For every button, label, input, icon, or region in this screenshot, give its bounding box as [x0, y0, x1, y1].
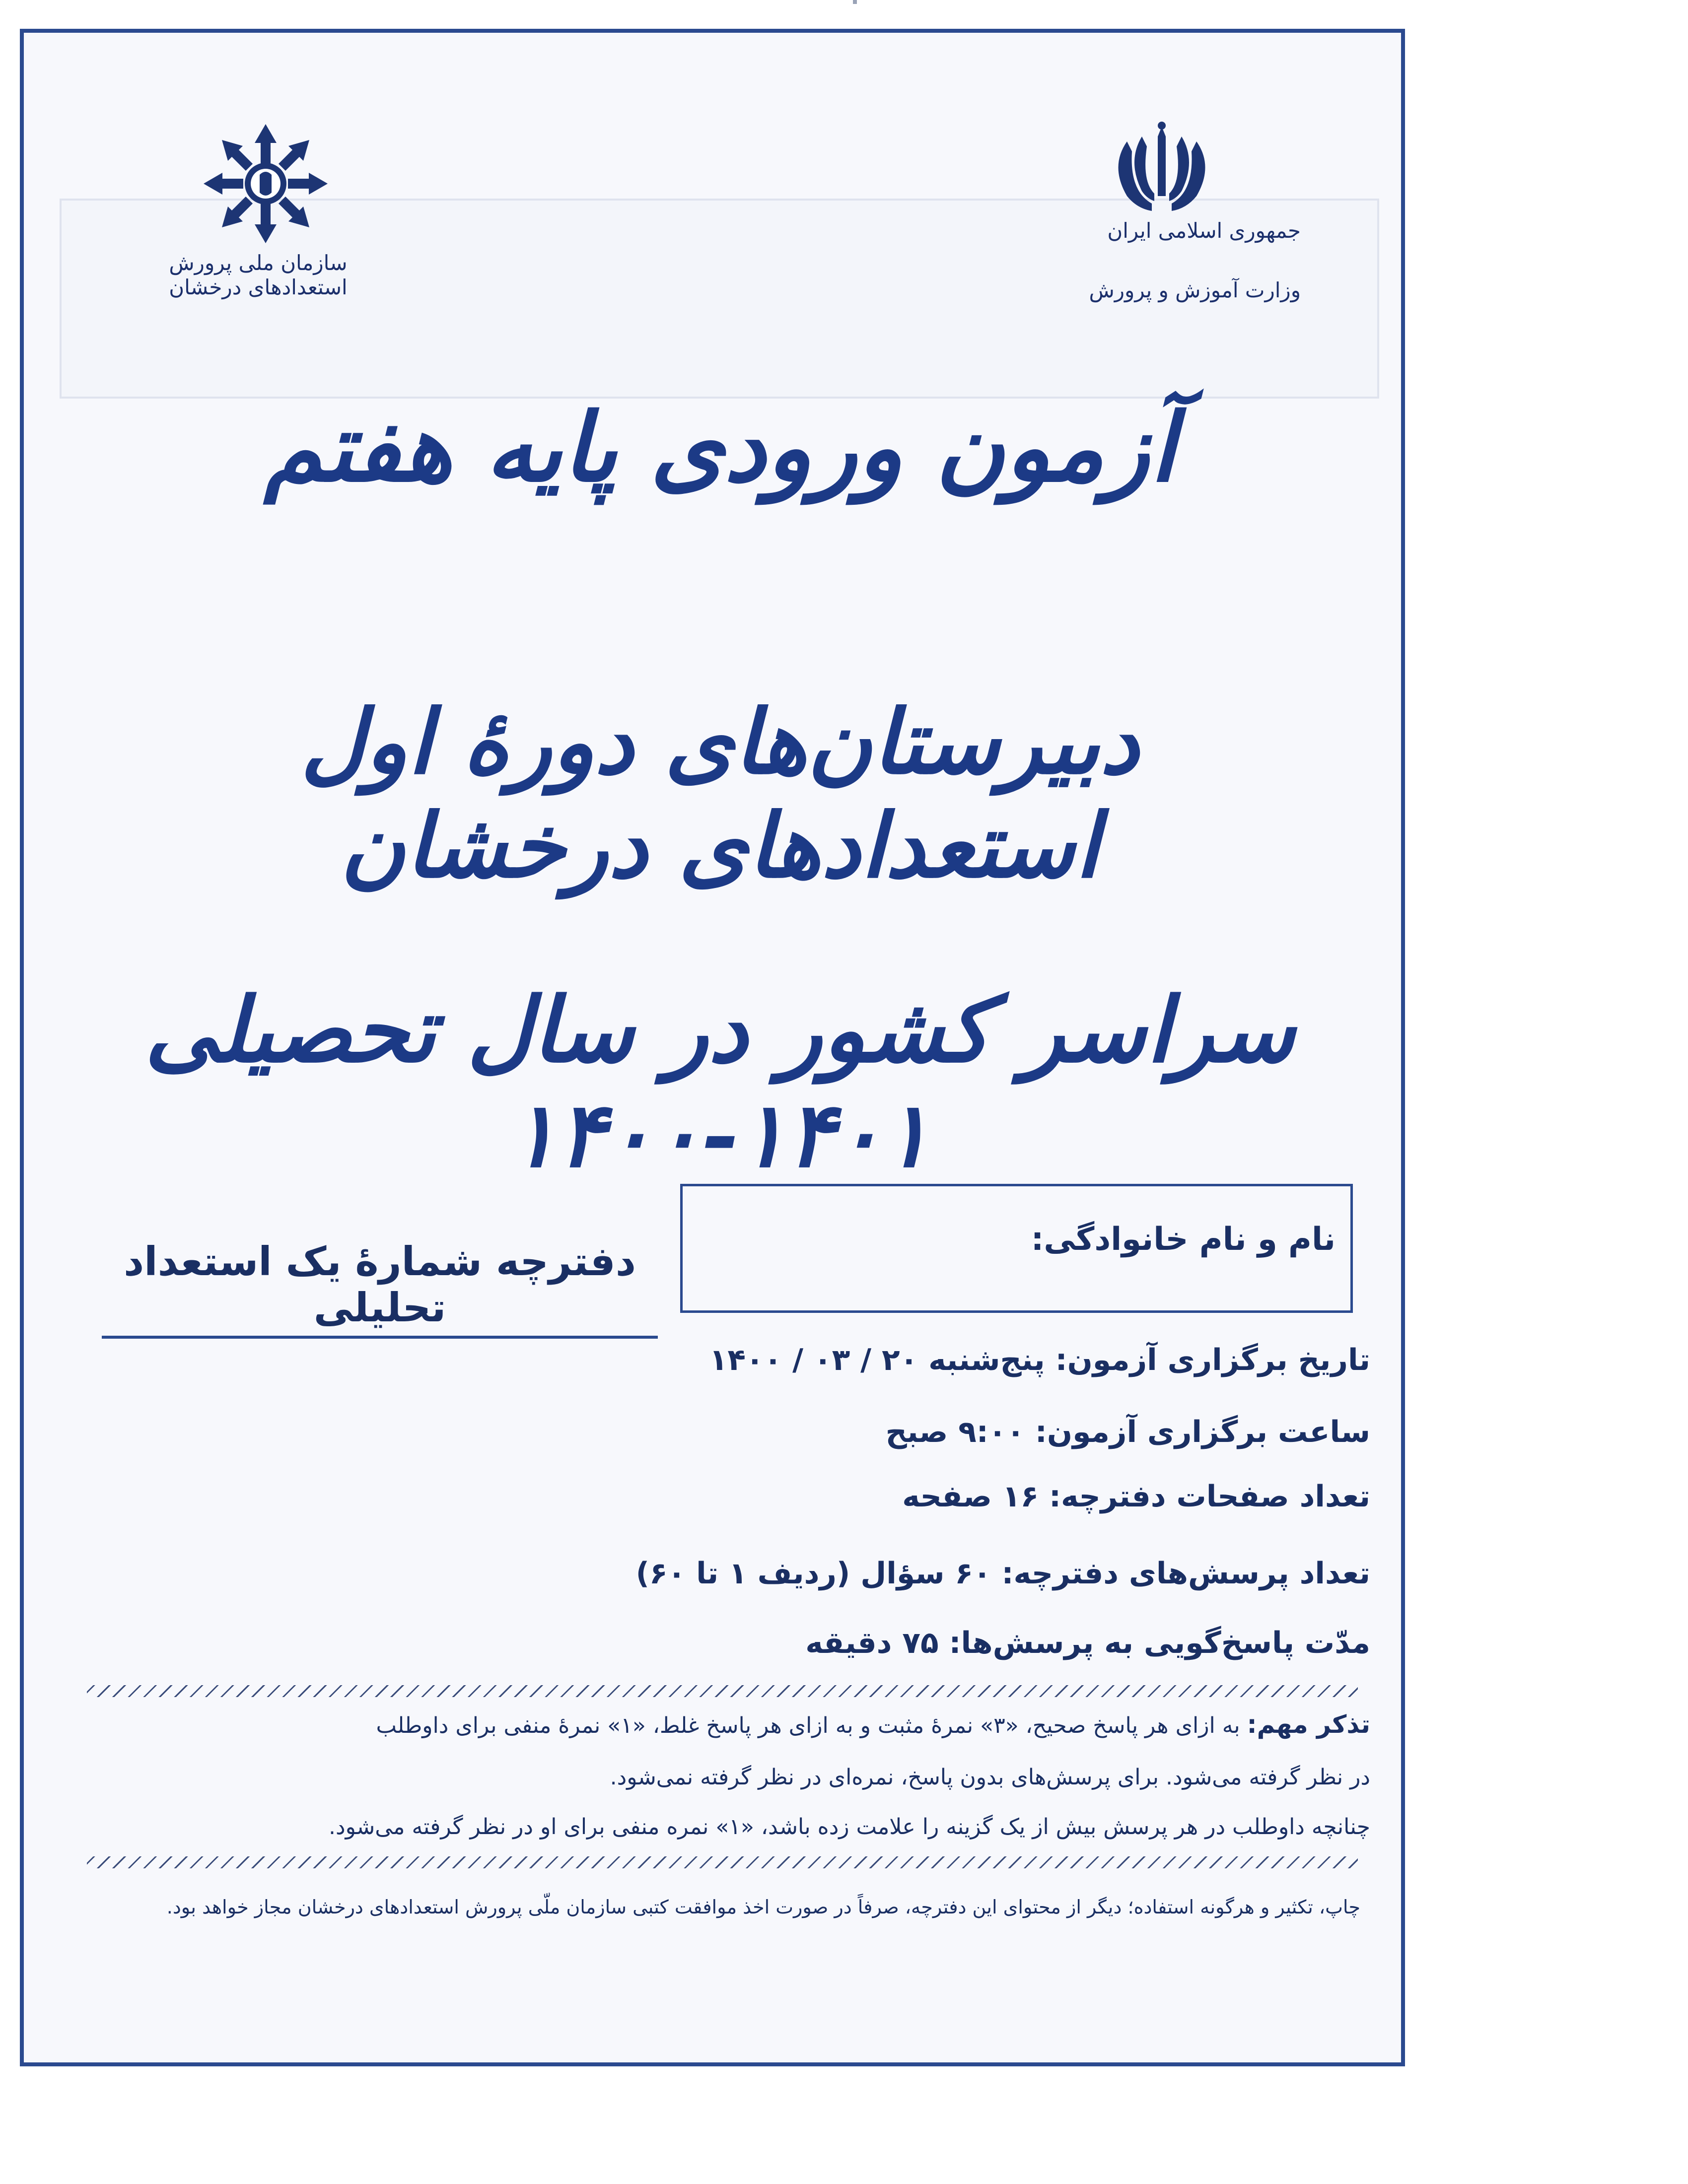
right-org-line1: جمهوری اسلامی ایران [1107, 218, 1301, 243]
question-count: تعداد پرسش‌های دفترچه: ۶۰ سؤال (ردیف ۱ تا ۶۰) [635, 1556, 1370, 1591]
name-field[interactable] [680, 1184, 1353, 1313]
exam-title: آزمون ورودی پایه هفتم [264, 392, 1176, 503]
copyright-footer: چاپ، تکثیر و هرگونه استفاده؛ دیگر از محتوای این دفترچه، صرفاً در صورت اخذ موافقت کتبی سازمان ملّی پرورش استعدادهای درخشان مجاز خواهد بود. [166, 1896, 1360, 1918]
hatched-divider [87, 1856, 1358, 1868]
notice-line-2: در نظر گرفته می‌شود. برای پرسش‌های بدون پاسخ، نمره‌ای در نظر گرفته نمی‌شود. [610, 1765, 1370, 1790]
name-field-label: نام و نام خانوادگی: [1031, 1221, 1336, 1258]
booklet-title: دفترچه شمارهٔ یک استعداد تحلیلی [102, 1238, 658, 1339]
exam-time: ساعت برگزاری آزمون: ۹:۰۰ صبح [885, 1415, 1370, 1449]
scan-speck [853, 0, 857, 4]
answer-duration: مدّت پاسخ‌گویی به پرسش‌ها: ۷۵ دقیقه [805, 1626, 1370, 1660]
notice-heading: تذکر مهم: [1247, 1710, 1370, 1739]
school-title: دبیرستان‌های دورهٔ اول استعدادهای درخشان [300, 690, 1139, 897]
year-title: سراسر کشور در سال تحصیلی ۱۴۰۱-۱۴۰۰ [144, 978, 1295, 1187]
left-org-name: سازمان ملی پرورش استعدادهای درخشان [169, 251, 348, 299]
page-count: تعداد صفحات دفترچه: ۱۶ صفحه [902, 1479, 1370, 1514]
nodet-logo-icon [196, 119, 335, 248]
notice-line-1 [179, 1710, 1370, 1739]
hatched-divider [87, 1685, 1358, 1697]
iran-emblem-icon [1107, 117, 1216, 216]
exam-date: تاریخ برگزاری آزمون: پنج‌شنبه ۲۰ / ۰۳ / ۱۴۰۰ [709, 1343, 1370, 1377]
notice-text-1: به ازای هر پاسخ صحیح، «۳» نمرهٔ مثبت و به ازای هر پاسخ غلط، «۱» نمرهٔ منفی برای داوطلب [376, 1713, 1240, 1738]
right-org-line2: وزارت آموزش و پرورش [1089, 278, 1301, 302]
notice-line-3: چنانچه داوطلب در هر پرسش بیش از یک گزینه را علامت زده باشد، «۱» نمره منفی برای او در نظر گرفته می‌شود. [329, 1814, 1370, 1840]
